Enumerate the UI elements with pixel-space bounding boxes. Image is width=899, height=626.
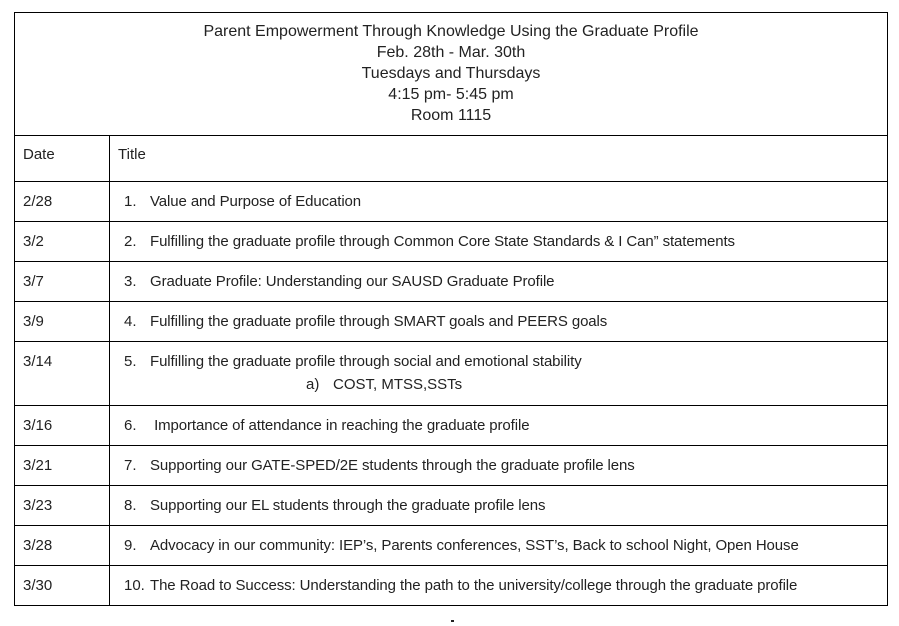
table-row — [15, 302, 888, 342]
table-row — [15, 222, 888, 262]
session-date: 3/16 — [15, 406, 110, 446]
item-number: 2. — [124, 233, 137, 250]
course-room: Room 1115 — [410, 107, 492, 124]
table-row — [15, 526, 888, 566]
session-title — [110, 486, 888, 526]
session-title — [110, 342, 888, 406]
table-row — [15, 406, 888, 446]
schedule-header — [15, 13, 888, 136]
session-title — [110, 182, 888, 222]
item-number: 3. — [124, 273, 137, 290]
item-number: 1. — [124, 193, 137, 210]
schedule-table — [14, 12, 888, 606]
session-title — [110, 446, 888, 486]
table-row — [15, 182, 888, 222]
column-header-row — [15, 136, 888, 182]
course-title: Parent Empowerment Through Knowledge Using the Graduate Profile — [203, 23, 699, 40]
session-date: 3/7 — [15, 262, 110, 302]
sub-item — [124, 376, 887, 393]
item-text: Fulfilling the graduate profile through Common Core State Standards & I Can” statements — [150, 233, 735, 250]
session-title — [110, 302, 888, 342]
table-row — [15, 342, 888, 406]
page-mark — [451, 620, 454, 622]
item-number: 7. — [124, 457, 137, 474]
item-number: 10. — [124, 577, 145, 594]
session-title — [110, 262, 888, 302]
course-days: Tuesdays and Thursdays — [361, 65, 541, 82]
session-date: 3/28 — [15, 526, 110, 566]
table-row — [15, 446, 888, 486]
item-text: Graduate Profile: Understanding our SAUSD Graduate Profile — [150, 273, 555, 290]
table-row — [15, 486, 888, 526]
column-header-title: Title — [110, 136, 888, 182]
item-text: Supporting our EL students through the graduate profile lens — [150, 497, 546, 514]
column-header-date: Date — [15, 136, 110, 182]
table-row — [15, 262, 888, 302]
item-text: Fulfilling the graduate profile through social and emotional stability — [150, 353, 582, 370]
item-number: 4. — [124, 313, 137, 330]
item-text: Supporting our GATE-SPED/2E students through the graduate profile lens — [150, 457, 635, 474]
session-title — [110, 526, 888, 566]
session-date: 3/9 — [15, 302, 110, 342]
sub-item-letter: a) — [306, 376, 320, 393]
item-text: Value and Purpose of Education — [150, 193, 362, 210]
course-time: 4:15 pm- 5:45 pm — [388, 86, 514, 103]
course-dates: Feb. 28th - Mar. 30th — [376, 44, 526, 61]
session-title — [110, 222, 888, 262]
session-title — [110, 406, 888, 446]
item-number: 9. — [124, 537, 137, 554]
item-text: Importance of attendance in reaching the graduate profile — [150, 417, 530, 434]
session-date: 3/23 — [15, 486, 110, 526]
item-number: 8. — [124, 497, 137, 514]
item-text: Fulfilling the graduate profile through SMART goals and PEERS goals — [150, 313, 608, 330]
sub-item-text: COST, MTSS,SSTs — [333, 376, 463, 393]
item-text: The Road to Success: Understanding the path to the university/college through the graduate profile — [150, 577, 798, 594]
item-number: 5. — [124, 353, 137, 370]
session-date: 3/21 — [15, 446, 110, 486]
session-date: 3/14 — [15, 342, 110, 406]
session-date: 3/30 — [15, 566, 110, 606]
item-number: 6. — [124, 417, 137, 434]
session-title — [110, 566, 888, 606]
table-row — [15, 566, 888, 606]
session-date: 3/2 — [15, 222, 110, 262]
session-date: 2/28 — [15, 182, 110, 222]
item-text: Advocacy in our community: IEP’s, Parents conferences, SST’s, Back to school Night, Open House — [150, 537, 799, 554]
